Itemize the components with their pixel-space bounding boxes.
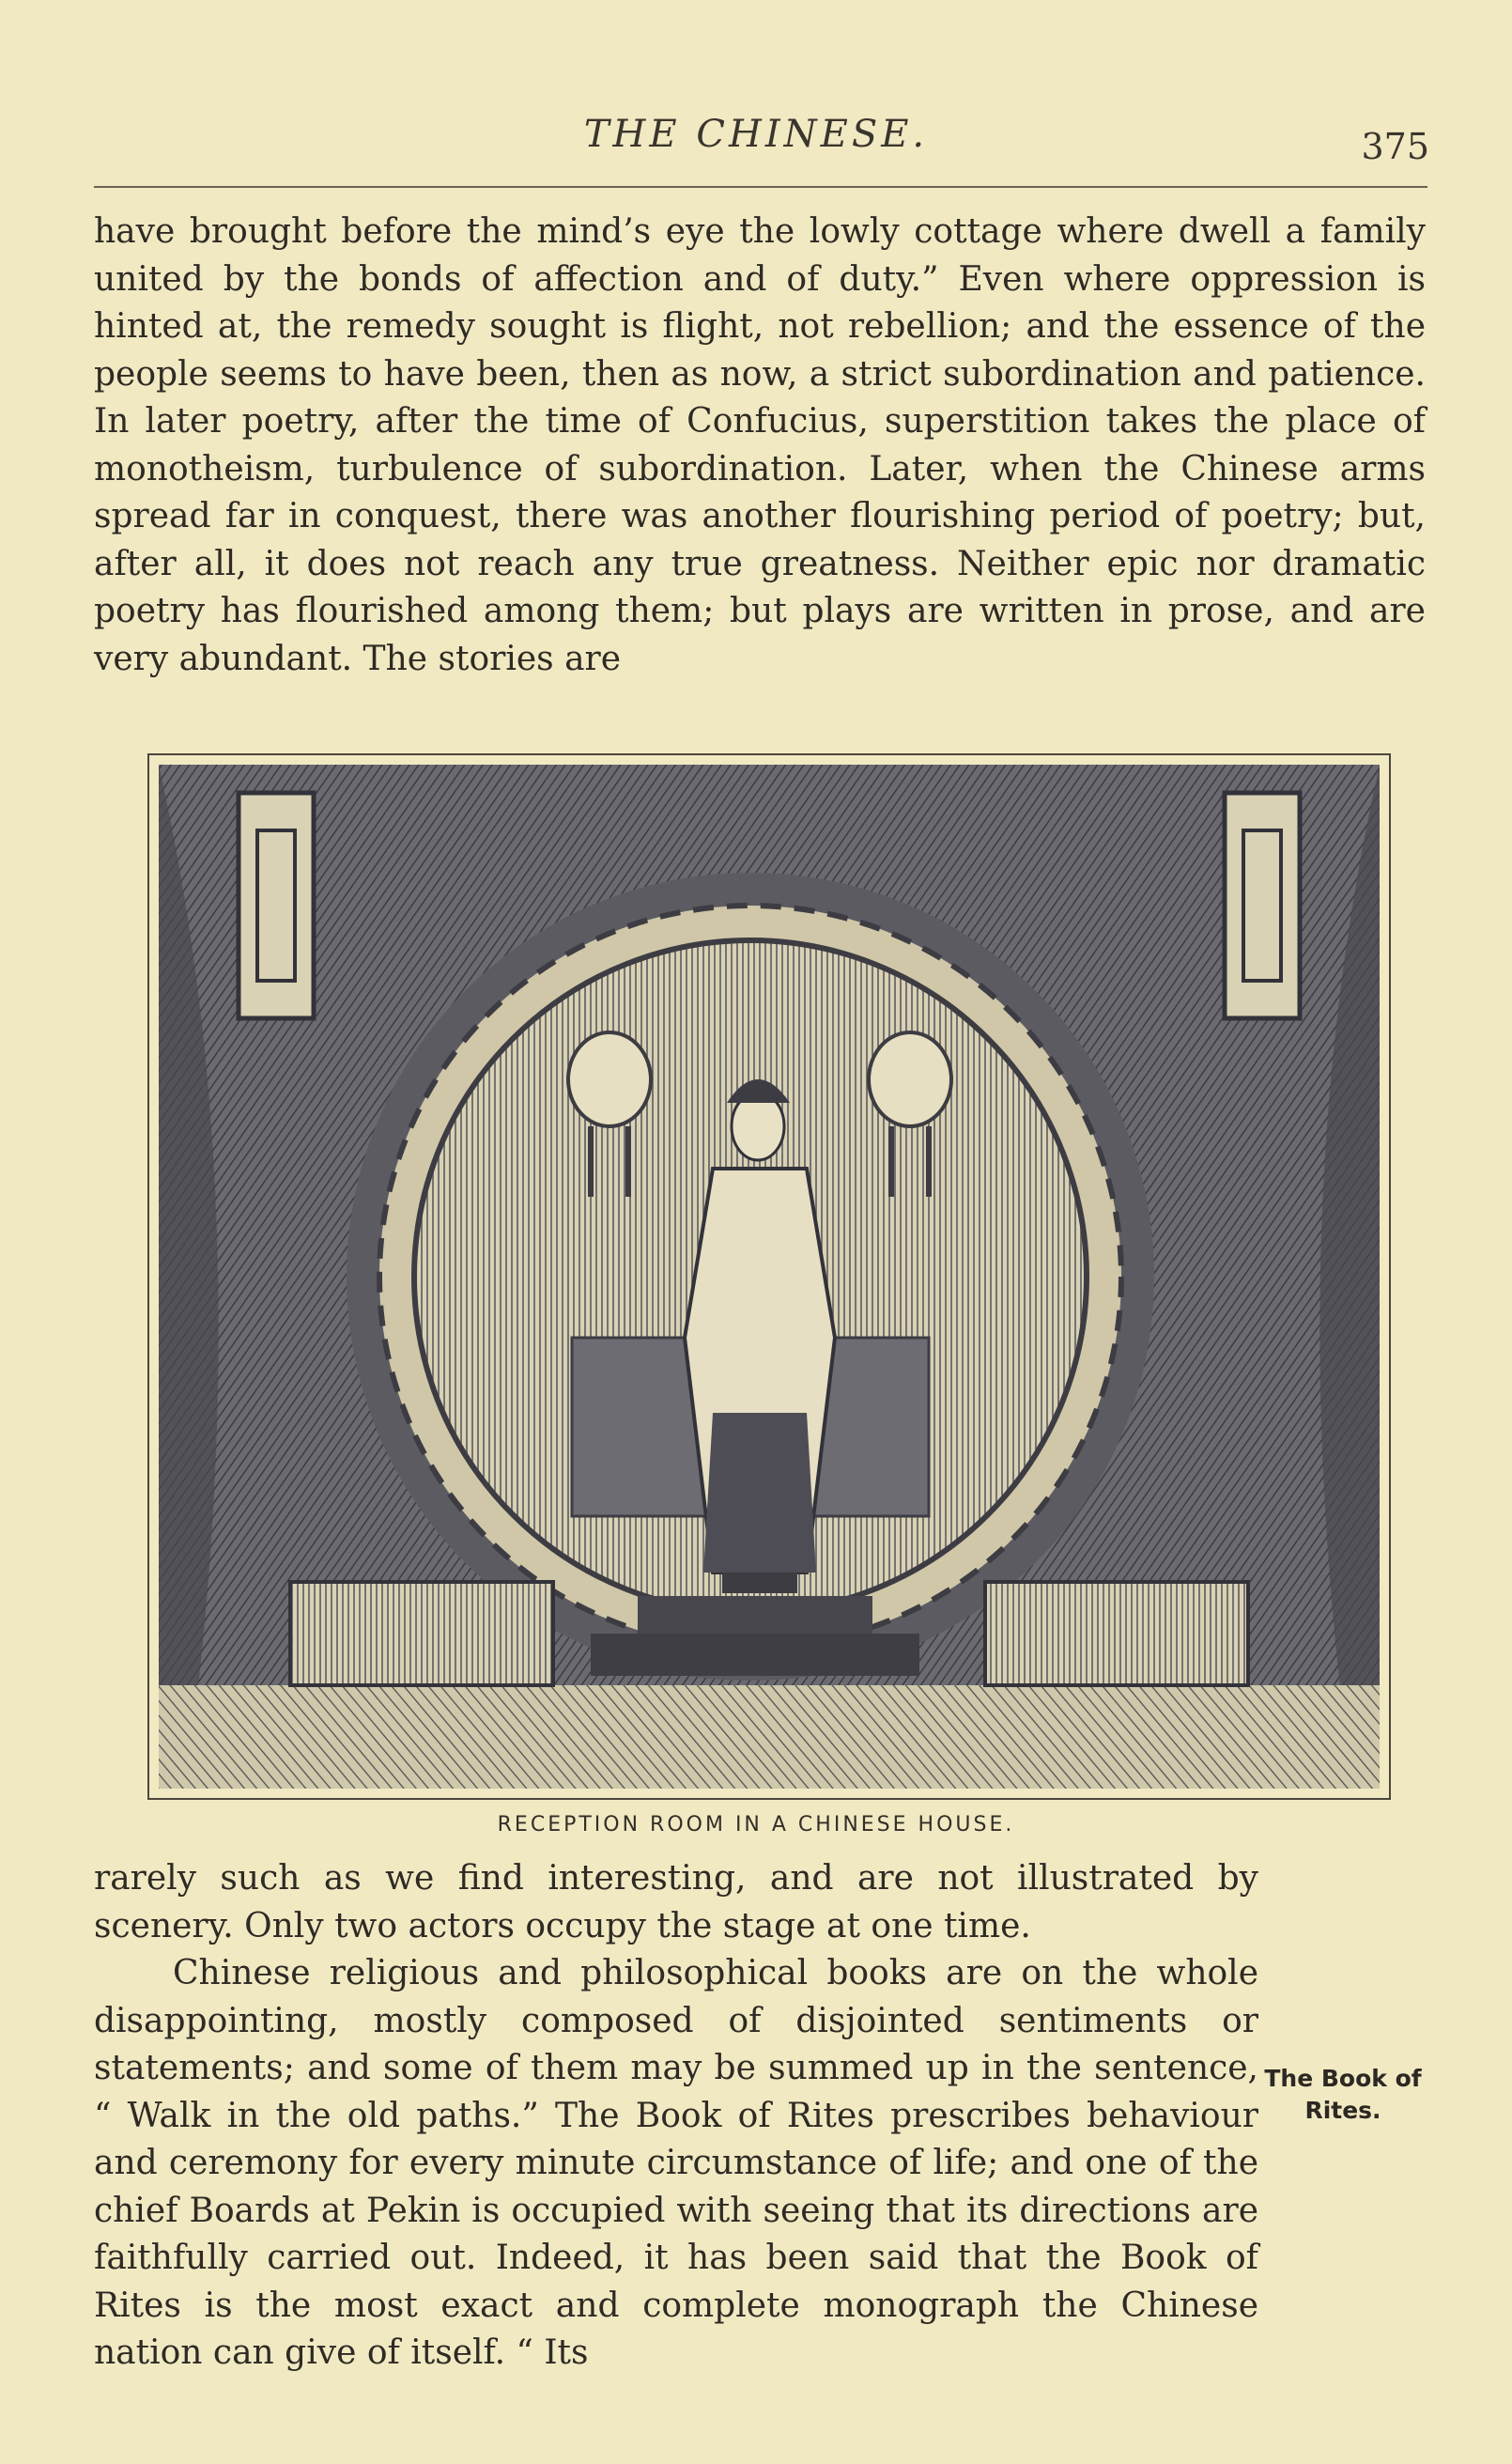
figure-caption: RECEPTION ROOM IN A CHINESE HOUSE. [497, 1813, 1015, 1836]
paragraph-bottom-1: rarely such as we find interesting, and are not illustrated by scenery. Only two actors occupy the stage at one time. [94, 1859, 1258, 1945]
running-title: THE CHINESE. [583, 113, 929, 156]
header-rule [94, 186, 1427, 188]
floor [159, 1685, 1380, 1789]
paragraph-top: have brought before the mind’s eye the lowly cottage where dwell a family united by the bonds of affection and of duty.” Even where oppression is hinted at, the remedy sought is flight, not rebellion; and the essence of the people seems to have been, then as now, a strict subordination and patience. In later poetry, after the time of Confucius, superstition takes the place of monotheism, turbulence of subordination. Later, when the Chinese arms spread far in conquest, there was another flourishing period of poetry; but, after all, it does not reach any true greatness. Neither epic nor dramatic poetry has flourished among them; but plays are written in prose, and are very abundant. The stories are [94, 212, 1426, 678]
illustration-figure [147, 753, 1391, 1800]
sidenote-line-2: Rites. [1304, 2097, 1381, 2124]
body-text-top [94, 209, 1426, 683]
balustrade-right [985, 1582, 1248, 1685]
page-number: 375 [1361, 126, 1429, 167]
side-lantern-left [239, 793, 314, 1018]
body-text-bottom [94, 1855, 1258, 2378]
running-head [0, 113, 1512, 169]
balustrade-left [290, 1582, 553, 1685]
side-lantern-right [1225, 793, 1300, 1018]
step-upper [638, 1596, 872, 1634]
step-lower [591, 1634, 919, 1676]
paragraph-bottom-2: Chinese religious and philosophical books are on the whole disappointing, mostly composed of disjointed sentiments or statements; and some of them may be summed up in the sentence, “ Walk in the old paths.” The Book of Rites prescribes behaviour and ceremony for every minute circumstance of life; and one of the chief Boards at Pekin is occupied with seeing that its directions are faithfully carried out. Indeed, it has been said that the Book of Rites is the most exact and complete monograph the Chinese nation can give of itself. “ Its [94, 1954, 1258, 2372]
engraving-illustration [149, 755, 1389, 1798]
sidenote-line-1: The Book of [1264, 2065, 1422, 2092]
margin-sidenote [1244, 2063, 1442, 2127]
